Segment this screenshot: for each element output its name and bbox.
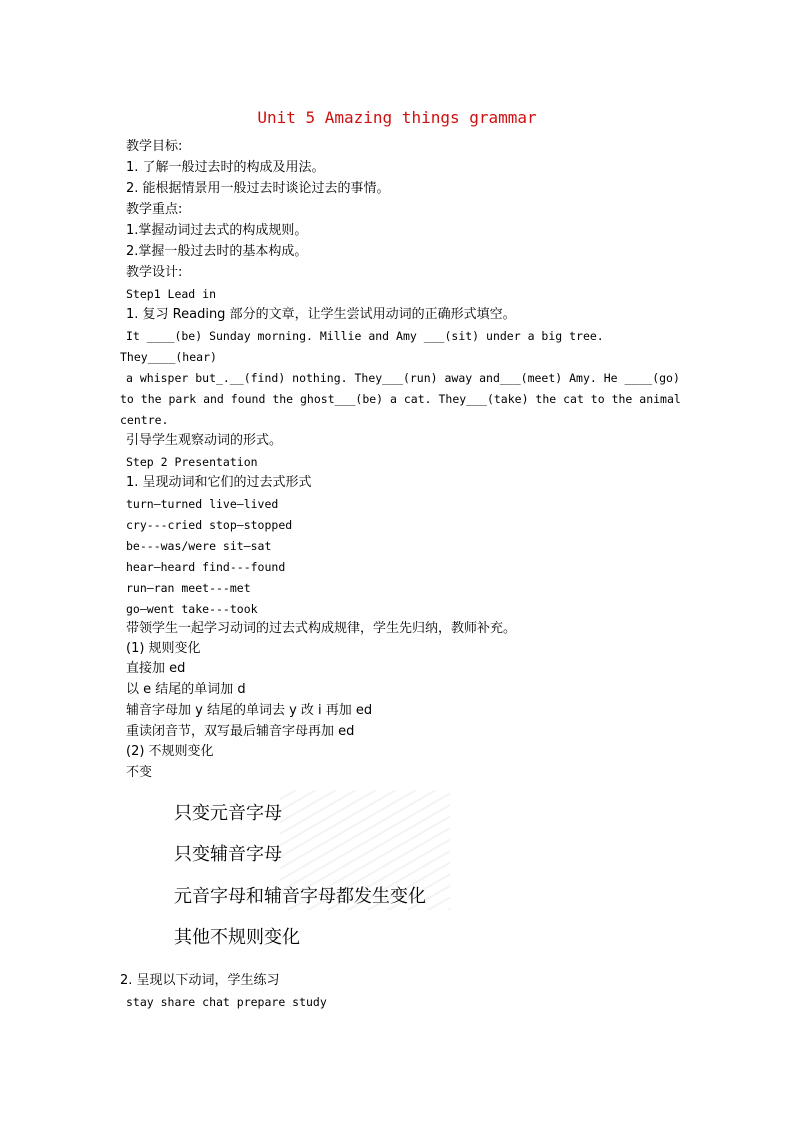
irregular-rule-both: 元音字母和辅音字母都发生变化 xyxy=(174,886,426,907)
step2-instruction: 1. 呈现动词和它们的过去式形式 xyxy=(126,475,312,490)
regular-rule-1: 直接加 ed xyxy=(126,661,186,676)
step1-instruction: 1. 复习 Reading 部分的文章，让学生尝试用动词的正确形式填空。 xyxy=(126,307,516,322)
verb-pair-line: cry---cried stop—stopped xyxy=(126,518,293,532)
exercise-line-2: They____(hear) xyxy=(120,350,217,364)
section-heading-key-points: 教学重点: xyxy=(126,202,183,217)
practice-instruction: 2. 呈现以下动词，学生练习 xyxy=(120,973,280,988)
irregular-rule-other: 其他不规则变化 xyxy=(174,927,300,948)
step2-heading: Step 2 Presentation xyxy=(126,455,258,469)
exercise-line-5: centre. xyxy=(120,413,169,427)
observe-instruction: 引导学生观察动词的形式。 xyxy=(126,433,283,448)
key-point-2: 2.掌握一般过去时的基本构成。 xyxy=(126,244,308,259)
irregular-rule-unchanged: 不变 xyxy=(126,765,153,780)
verb-pair-line: be---was/were sit—sat xyxy=(126,539,272,553)
key-point-1: 1.掌握动词过去式的构成规则。 xyxy=(126,223,308,238)
step1-heading: Step1 Lead in xyxy=(126,287,217,301)
irregular-rule-vowel: 只变元音字母 xyxy=(174,803,282,824)
irregular-heading: (2) 不规则变化 xyxy=(126,744,214,759)
rules-instruction: 带领学生一起学习动词的过去式构成规律，学生先归纳，教师补充。 xyxy=(126,621,517,636)
regular-rule-2: 以 e 结尾的单词加 d xyxy=(126,682,246,697)
objective-1: 1. 了解一般过去时的构成及用法。 xyxy=(126,160,325,175)
practice-verbs: stay share chat prepare study xyxy=(126,995,327,1009)
regular-rule-4: 重读闭音节，双写最后辅音字母再加 ed xyxy=(126,724,355,739)
section-heading-design: 教学设计: xyxy=(126,265,183,280)
verb-pair-line: run—ran meet---met xyxy=(126,581,251,595)
verb-pair-line: go—went take---took xyxy=(126,602,258,616)
regular-rule-3: 辅音字母加 y 结尾的单词去 y 改 i 再加 ed xyxy=(126,703,373,718)
verb-pair-line: turn—turned live—lived xyxy=(126,497,279,511)
verb-pair-line: hear—heard find---found xyxy=(126,560,286,574)
document-title: Unit 5 Amazing things grammar xyxy=(257,108,537,127)
irregular-rule-consonant: 只变辅音字母 xyxy=(174,844,282,865)
objective-2: 2. 能根据情景用一般过去时谈论过去的事情。 xyxy=(126,181,390,196)
exercise-line-3: a whisper but_.__(find) nothing. They___(run) away and___(meet) Amy. He ____(go) xyxy=(126,371,680,385)
section-heading-objectives: 教学目标: xyxy=(126,139,183,154)
regular-heading: (1) 规则变化 xyxy=(126,641,201,656)
exercise-line-4: to the park and found the ghost___(be) a cat. They___(take) the cat to the animal xyxy=(120,392,681,406)
exercise-line-1: It ____(be) Sunday morning. Millie and Amy ___(sit) under a big tree. xyxy=(126,329,604,343)
